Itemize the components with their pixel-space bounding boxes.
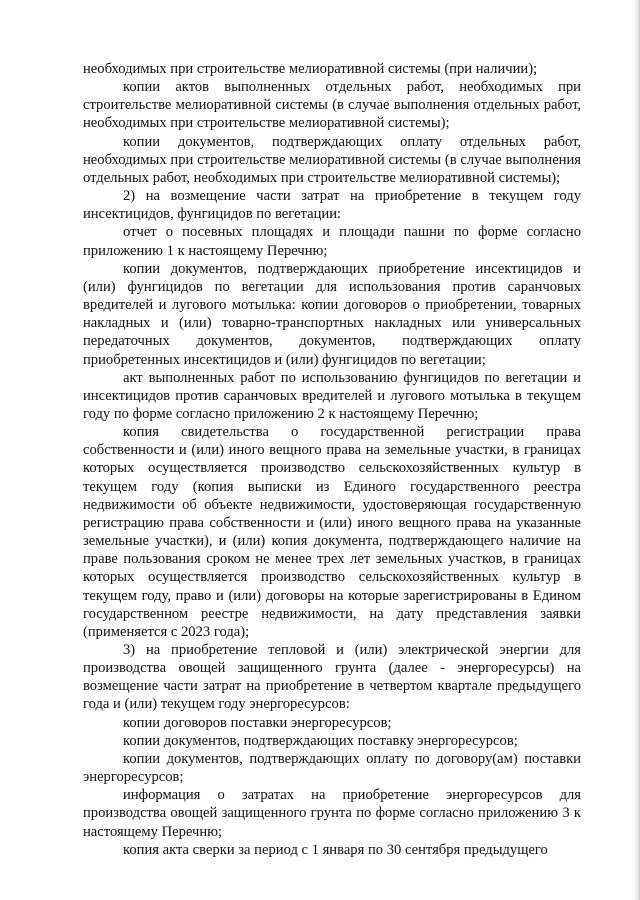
paragraph-2: копии актов выполненных отдельных работ, необходимых при строительстве мелиоративной системы (в случае выполнения отдельных работ, необходимых при строительстве мелиоративной системы);	[83, 79, 581, 132]
document-body	[83, 60, 581, 859]
paragraph-14: копия акта сверки за период с 1 января по 30 сентября предыдущего	[123, 841, 548, 858]
paragraph-3: копии документов, подтверждающих оплату отдельных работ, необходимых при строительстве мелиоративной системы (в случае выполнения отдельных работ, необходимых при строительстве мелиоративной системы);	[83, 133, 581, 186]
paragraph-5: отчет о посевных площадях и площади пашни по форме согласно приложению 1 к настоящему Перечню;	[83, 224, 581, 259]
paragraph-11: копии документов, подтверждающих поставку энергоресурсов;	[123, 732, 518, 749]
paragraph-6: копии документов, подтверждающих приобретение инсектицидов и (или) фунгицидов по вегетации для использования против саранчовых вредителей и лугового мотылька: копии договоров о приобретении, товарных накладных и (или) товарно-транспортных накладных или универсальных передаточных документов, документов, подтверждающих оплату приобретенных инсектицидов и (или) фунгицидов по вегетации;	[83, 260, 581, 368]
paragraph-8: копия свидетельства о государственной регистрации права собственности и (или) иного вещного права на земельные участки, в границах которых осуществляется производство сельскохозяйственных культур в текущем году (копия выписки из Единого государственного реестра недвижимости об объекте недвижимости, удостоверяющая государственную регистрацию права собственности и (или) иного вещного права на указанные земельные участки), и (или) копия документа, подтверждающего наличие на праве пользования сроком не менее трех лет земельных участков, в границах которых осуществляется производство сельскохозяйственных культур в текущем году, право и (или) договоры на которые зарегистрированы в Едином государственном реестре недвижимости, на дату представления заявки (применяется с 2023 года);	[83, 424, 581, 640]
paragraph-7: акт выполненных работ по использованию фунгицидов по вегетации и инсектицидов против саранчовых вредителей и лугового мотылька в текущем году по форме согласно приложению 2 к настоящему Перечню;	[83, 369, 581, 422]
paragraph-13: информация о затратах на приобретение энергоресурсов для производства овощей защищенного грунта по форме согласно приложению 3 к настоящему Перечню;	[83, 787, 581, 840]
paragraph-10: копии договоров поставки энергоресурсов;	[123, 714, 392, 731]
scan-edge-shadow	[634, 0, 640, 900]
paragraph-12: копии документов, подтверждающих оплату по договору(ам) поставки энергоресурсов;	[83, 750, 581, 786]
paragraph-1: необходимых при строительстве мелиоративной системы (при наличии);	[83, 61, 538, 77]
paragraph-4: 2) на возмещение части затрат на приобретение в текущем году инсектицидов, фунгицидов по вегетации:	[83, 188, 581, 223]
paragraph-9: 3) на приобретение тепловой и (или) электрической энергии для производства овощей защищенного грунта (далее - энергоресурсы) на возмещение части затрат на приобретение в четвертом квартале предыдущего года и (или) текущем году энергоресурсов:	[83, 642, 581, 713]
